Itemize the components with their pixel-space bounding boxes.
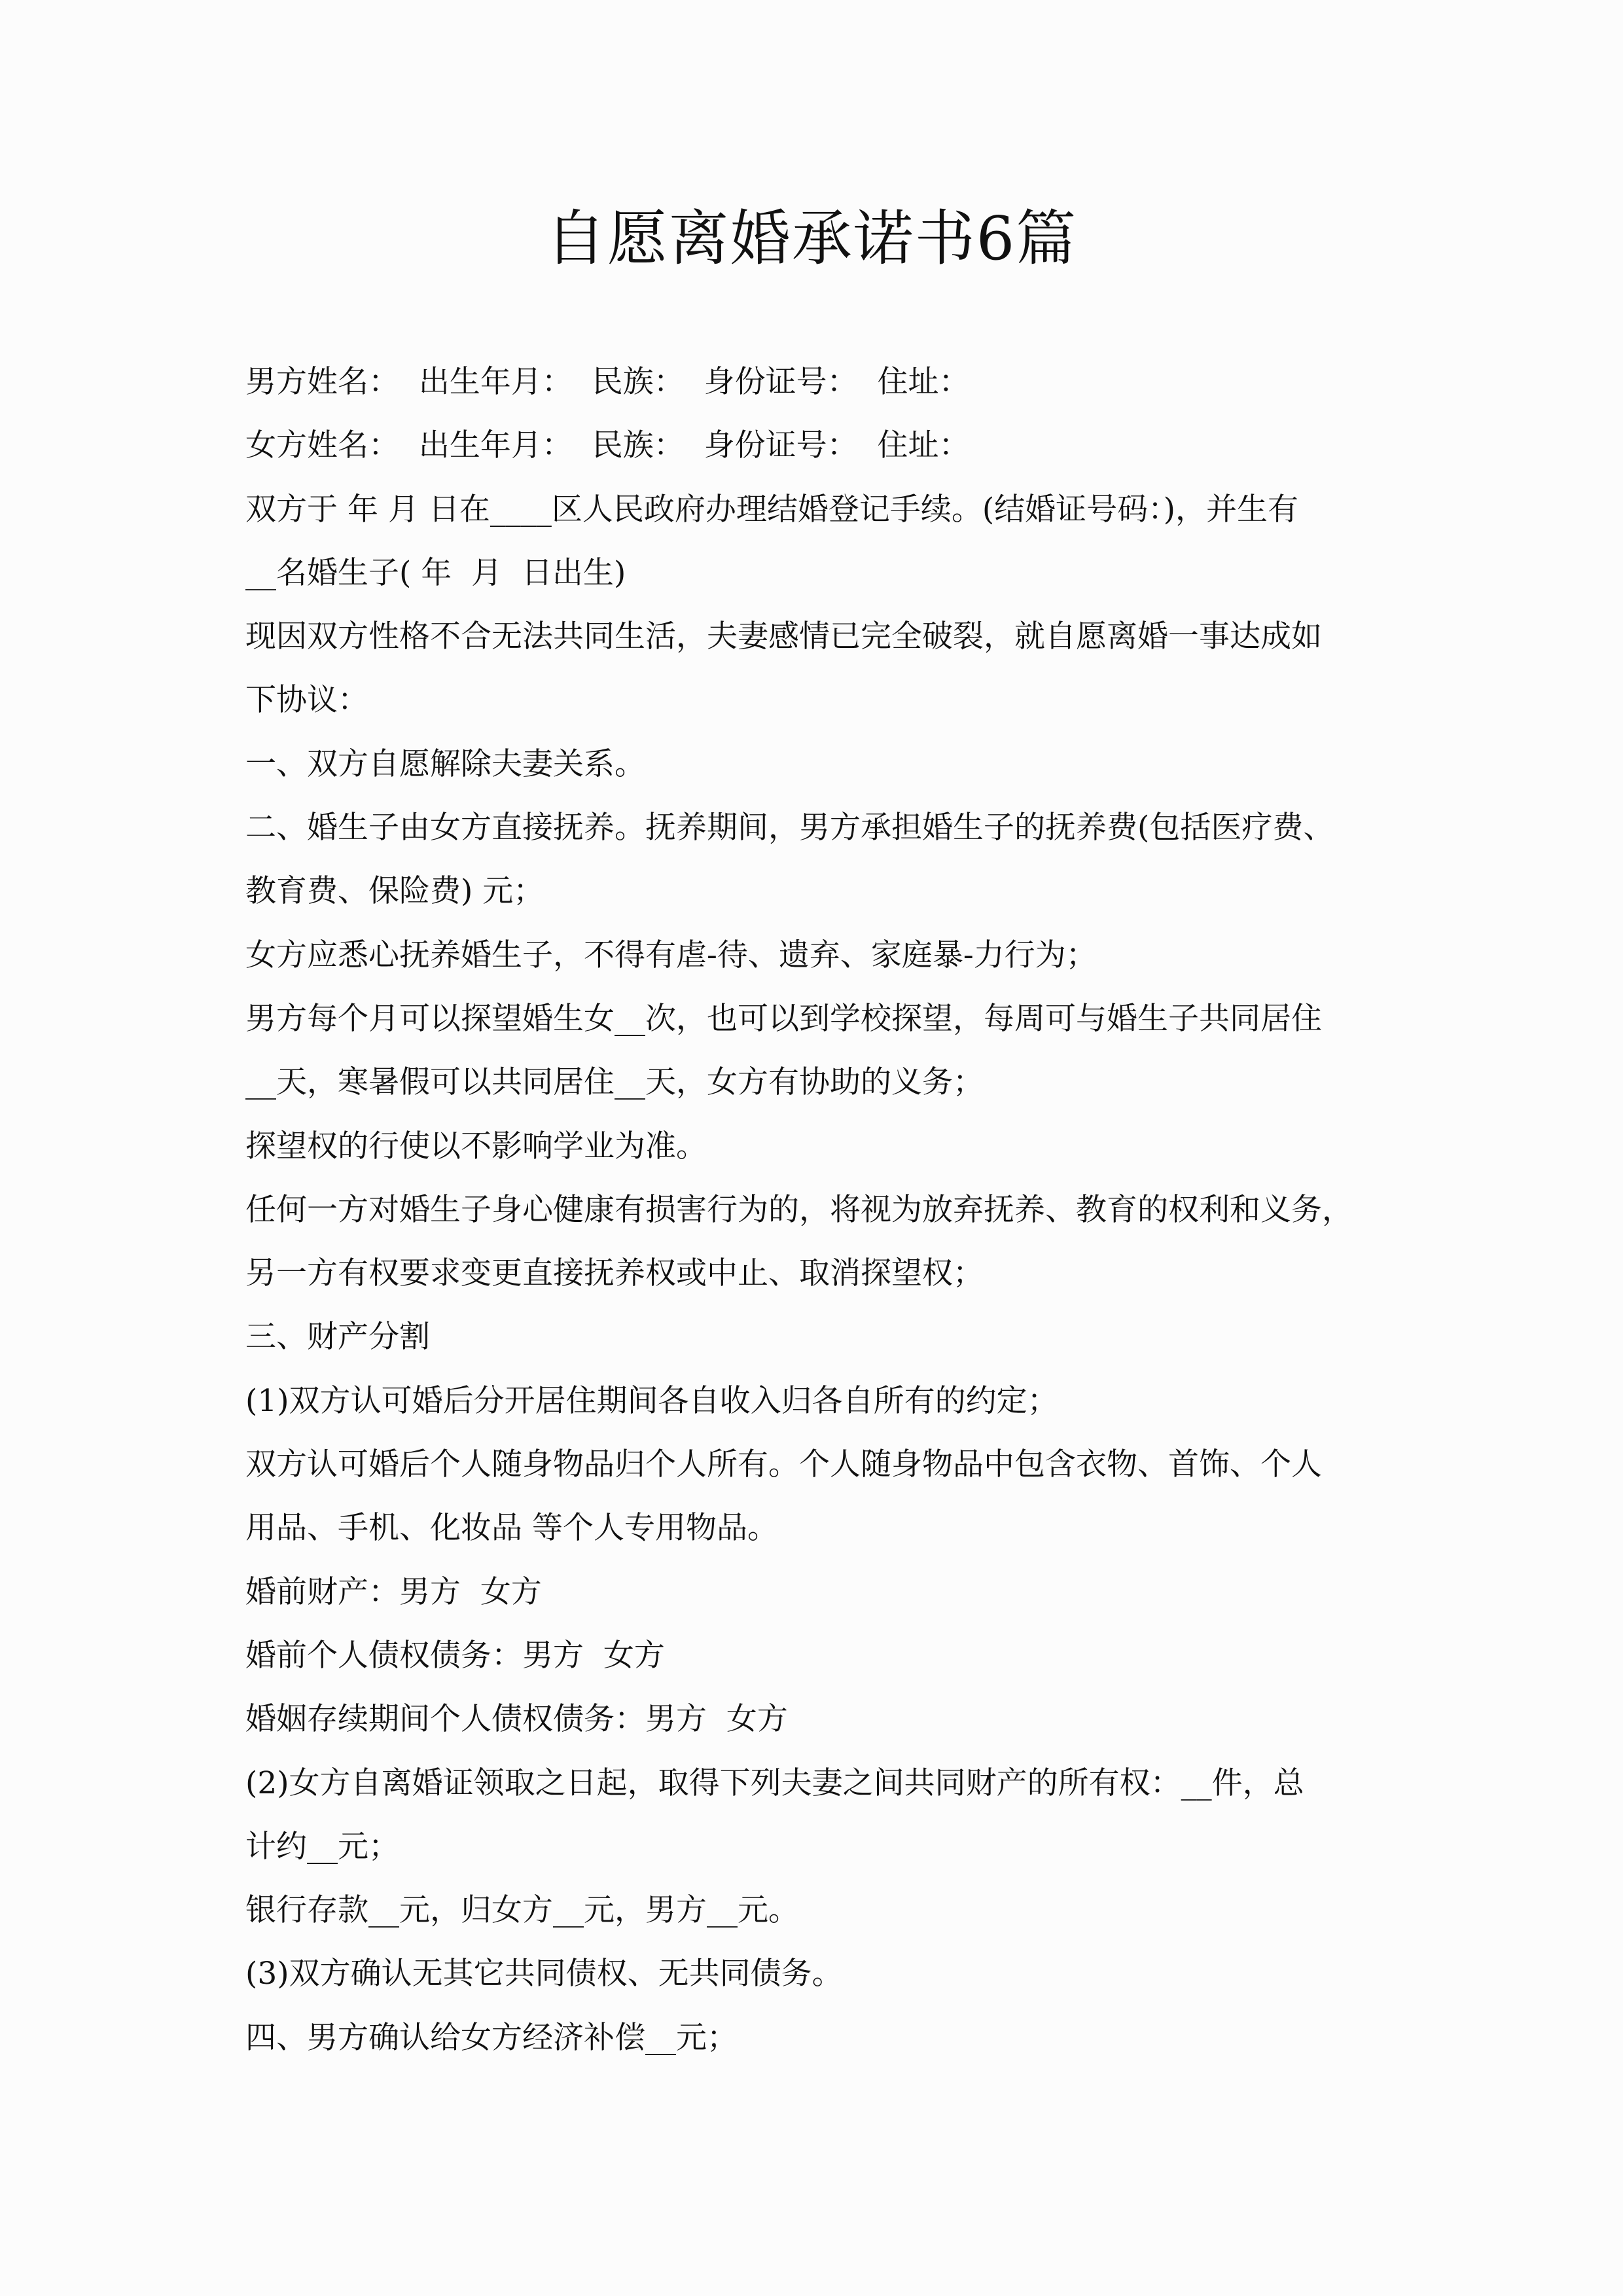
child-birth-line: __名婚生子( 年 月 日出生) <box>245 554 626 591</box>
property-item-3-line: (3)双方确认无其它共同债权、无共同债务。 <box>245 1956 843 1992</box>
custody-duty-line: 女方应悉心抚养婚生子，不得有虐-待、遗弃、家庭暴-力行为； <box>245 937 1097 973</box>
clause-4-compensation-line: 四、男方确认给女方经济补偿__元； <box>245 2019 738 2056</box>
personal-items-line-1: 双方认可婚后个人随身物品归个人所有。个人随身物品中包含衣物、首饰、个人 <box>245 1446 1322 1483</box>
premarital-debts-line: 婚前个人债权债务：男方 女方 <box>245 1637 665 1674</box>
document-title: 自愿离婚承诺书6篇 <box>545 204 1078 274</box>
clause-2-custody-line-2: 教育费、保险费) 元； <box>245 873 544 910</box>
visitation-line-2: __天，寒暑假可以共同居住__天，女方有协助的义务； <box>245 1064 984 1101</box>
visitation-line-1: 男方每个月可以探望婚生女__次，也可以到学校探望，每周可与婚生子共同居住 <box>245 1000 1322 1037</box>
property-item-2-line-2: 计约__元； <box>245 1828 399 1865</box>
property-item-1-line: (1)双方认可婚后分开居住期间各自收入归各自所有的约定； <box>245 1382 1058 1419</box>
reason-paragraph-line-2: 下协议： <box>245 682 368 719</box>
harm-clause-line-1: 任何一方对婚生子身心健康有损害行为的，将视为放弃抚养、教育的权利和义务， <box>245 1191 1353 1228</box>
property-item-2-line-1: (2)女方自离婚证领取之日起，取得下列夫妻之间共同财产的所有权：__件，总 <box>245 1765 1304 1801</box>
premarital-property-line: 婚前财产：男方 女方 <box>245 1573 542 1610</box>
bank-deposit-line: 银行存款__元，归女方__元，男方__元。 <box>245 1892 799 1929</box>
male-party-info-line: 男方姓名： 出生年月： 民族： 身份证号： 住址： <box>245 364 970 400</box>
clause-3-property-heading: 三、财产分割 <box>245 1319 430 1355</box>
clause-1-dissolve-marriage: 一、双方自愿解除夫妻关系。 <box>245 745 645 782</box>
reason-paragraph-line-1: 现因双方性格不合无法共同生活，夫妻感情已完全破裂，就自愿离婚一事达成如 <box>245 619 1322 655</box>
visitation-limit-line: 探望权的行使以不影响学业为准。 <box>245 1128 707 1164</box>
clause-2-custody-line-1: 二、婚生子由女方直接抚养。抚养期间，男方承担婚生子的抚养费(包括医疗费、 <box>245 810 1334 846</box>
female-party-info-line: 女方姓名： 出生年月： 民族： 身份证号： 住址： <box>245 427 970 464</box>
personal-items-line-2: 用品、手机、化妆品 等个人专用物品。 <box>245 1510 778 1547</box>
marriage-registration-line: 双方于 年 月 日在____区人民政府办理结婚登记手续。(结婚证号码：)，并生有 <box>245 491 1298 528</box>
document-body <box>245 350 1384 2070</box>
marital-debts-line: 婚姻存续期间个人债权债务：男方 女方 <box>245 1701 788 1738</box>
harm-clause-line-2: 另一方有权要求变更直接抚养权或中止、取消探望权； <box>245 1255 984 1292</box>
